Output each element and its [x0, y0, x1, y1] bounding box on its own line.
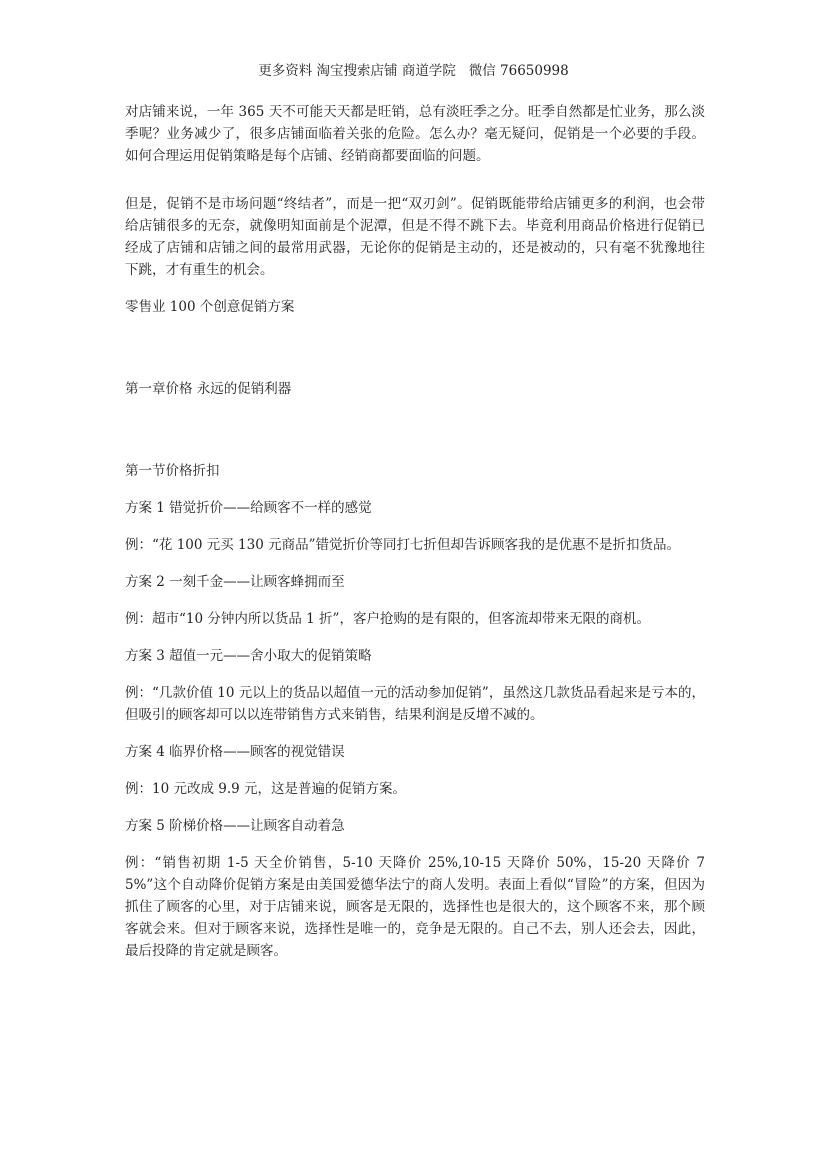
spacer — [125, 667, 705, 682]
section-title: 第一节价格折扣 — [125, 463, 220, 479]
plan-5-title: 方案 5 阶梯价格——让顾客自动着急 — [125, 818, 345, 834]
plan-2-title: 方案 2 一刻千金——让顾客蜂拥而至 — [125, 574, 345, 590]
plan-3-title: 方案 3 超值一元——舍小取大的促销策略 — [125, 648, 372, 664]
spacer — [125, 400, 705, 460]
page-header: 更多资料 淘宝搜索店铺 商道学院 微信 76650998 — [258, 63, 569, 79]
intro-paragraph-1: 对店铺来说，一年 365 天不可能天天都是旺销，总有淡旺季之分。旺季自然都是忙业务，那么淡季呢？业务减少了，很多店铺面临着关张的危险。怎么办？毫无疑问，促销是一个必要的手段。如何合理运用促销策略是每个店铺、经销商都要面临的问题。 — [125, 104, 705, 164]
spacer — [125, 630, 705, 645]
plan-4-example: 例：10 元改成 9.9 元，这是普遍的促销方案。 — [125, 781, 407, 797]
plan-1-title: 方案 1 错觉折价——给顾客不一样的感觉 — [125, 500, 372, 516]
plan-3-example: 例：“几款价值 10 元以上的货品以超值一元的活动参加促销”，虽然这几款货品看起来是亏本的，但吸引的顾客却可以以连带销售方式来销售，结果利润是反增不减的。 — [125, 685, 705, 723]
plan-5-example: 例：“销售初期 1-5 天全价销售，5-10 天降价 25%,10-15 天降价 50%，15-20 天降价 75%”这个自动降价促销方案是由美国爱德华法宁的商人发明。表面上看似“冒险”的方案，但因为抓住了顾客的心里，对于店铺来说，顾客是无限的，选择性也是很大的，这个顾客不来，那个顾客就会来。但对于顾客来说，选择性是唯一的，竞争是无限的。自己不去，别人还会去，因此，最后投降的肯定就是顾客。 — [125, 855, 705, 959]
spacer — [125, 837, 705, 852]
spacer — [125, 167, 705, 193]
plan-4-title: 方案 4 临界价格——顾客的视觉错误 — [125, 744, 345, 760]
spacer — [125, 556, 705, 571]
plan-1-example: 例：“花 100 元买 130 元商品”错觉折价等同打七折但却告诉顾客我的是优惠不是折扣货品。 — [125, 537, 681, 553]
spacer — [125, 763, 705, 778]
spacer — [125, 800, 705, 815]
spacer — [125, 726, 705, 741]
chapter-title: 第一章价格 永远的促销利器 — [125, 381, 292, 397]
spacer — [125, 482, 705, 497]
spacer — [125, 519, 705, 534]
plan-2-example: 例：超市“10 分钟内所以货品 1 折”，客户抢购的是有限的，但客流却带来无限的商机。 — [125, 611, 650, 627]
document-body — [125, 101, 705, 962]
spacer — [125, 318, 705, 378]
book-title: 零售业 100 个创意促销方案 — [125, 299, 295, 315]
spacer — [125, 593, 705, 608]
spacer — [125, 281, 705, 296]
intro-paragraph-2: 但是，促销不是市场问题“终结者”，而是一把“双刃剑”。促销既能带给店铺更多的利润，也会带给店铺很多的无奈，就像明知面前是个泥潭，但是不得不跳下去。毕竟利用商品价格进行促销已经成了店铺和店铺之间的最常用武器，无论你的促销是主动的，还是被动的，只有毫不犹豫地往下跳，才有重生的机会。 — [125, 196, 705, 278]
